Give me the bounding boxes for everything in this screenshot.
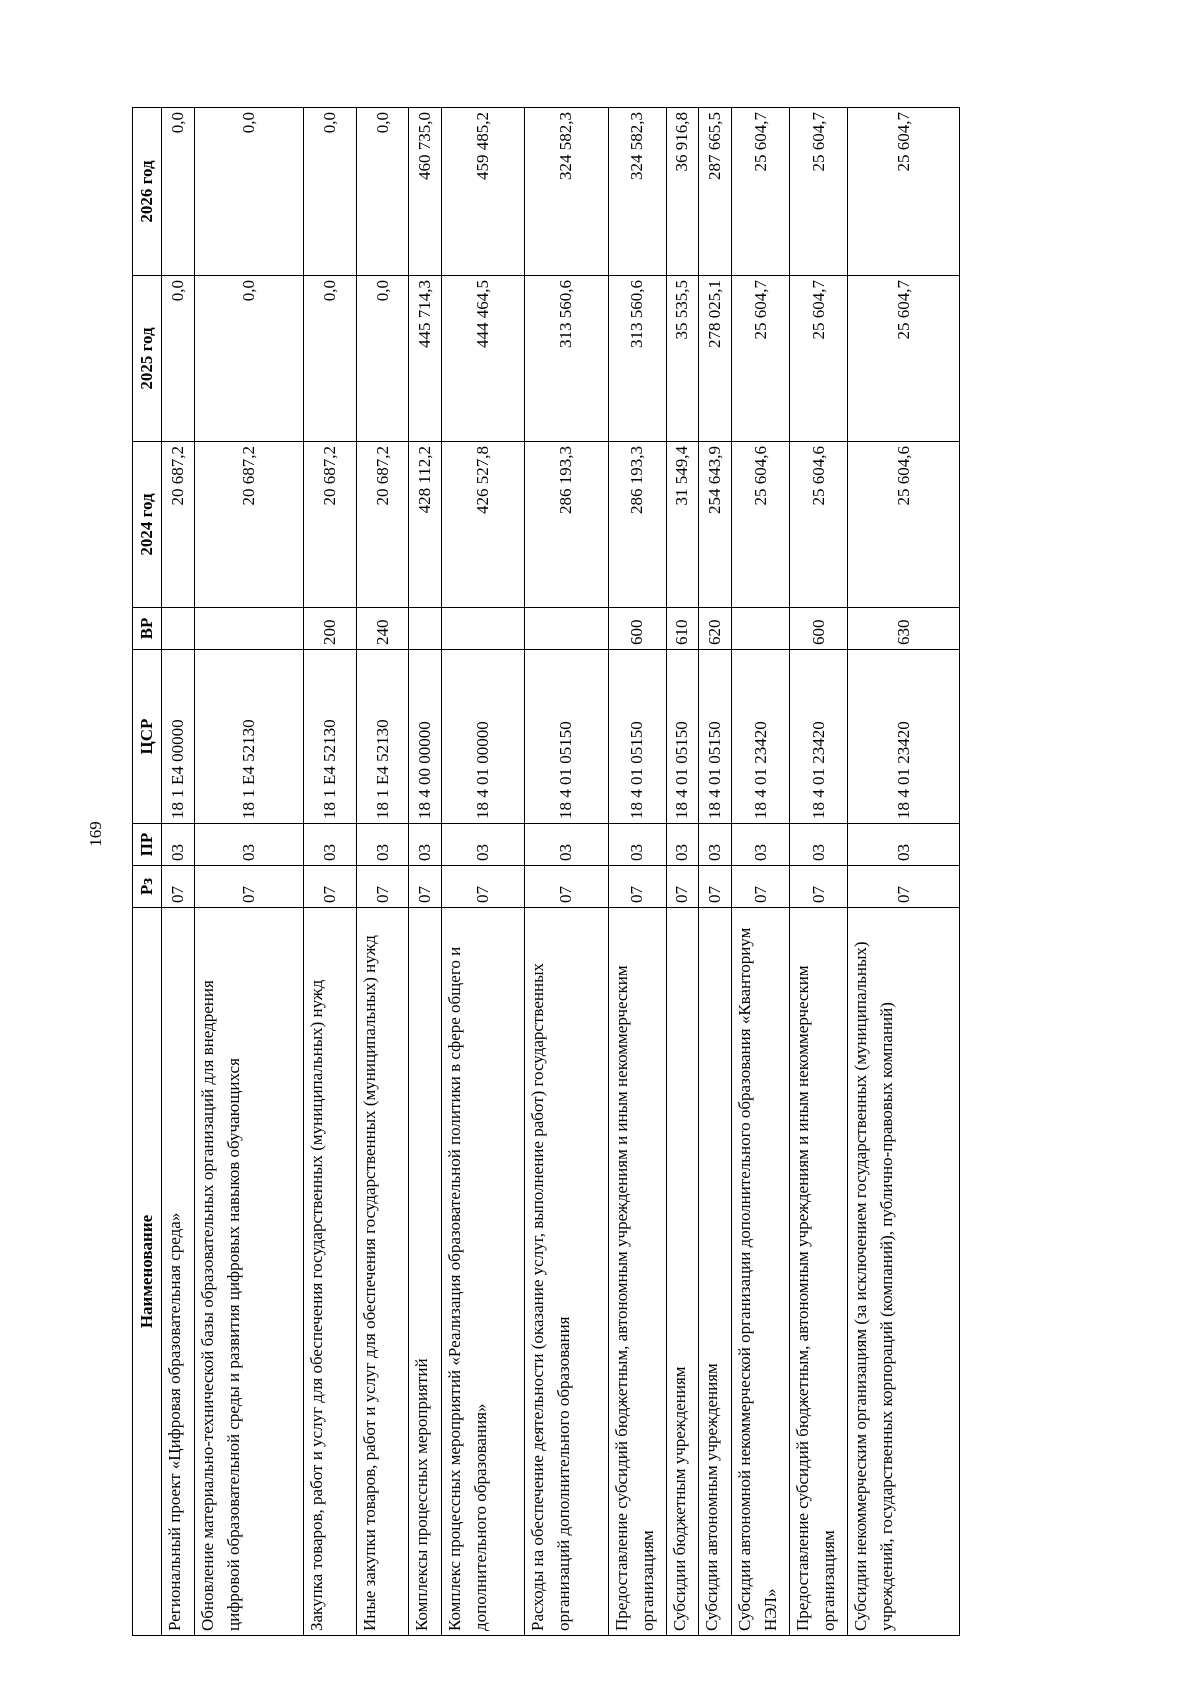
row-csr: 18 4 01 23420 — [790, 650, 848, 824]
row-name: Предоставление субсидий бюджетным, автономным учреждениям и иным некоммерческим организациям — [608, 908, 666, 1636]
row-rz: 07 — [442, 866, 525, 908]
row-rz: 07 — [666, 866, 699, 908]
row-name: Предоставление субсидий бюджетным, автономным учреждениям и иным некоммерческим организациям — [790, 908, 848, 1636]
header-2026: 2026 год — [133, 108, 162, 276]
row-name: Закупка товаров, работ и услуг для обеспечения государственных (муниципальных) нужд — [304, 908, 357, 1636]
row-csr: 18 1 Е4 52130 — [356, 650, 409, 824]
row-2026: 324 582,3 — [525, 108, 608, 276]
row-2026: 324 582,3 — [608, 108, 666, 276]
row-vr — [442, 608, 525, 650]
row-vr: 610 — [666, 608, 699, 650]
row-pr: 03 — [790, 824, 848, 866]
row-2025: 0,0 — [194, 276, 303, 442]
table-row — [608, 108, 666, 1636]
row-rz: 07 — [356, 866, 409, 908]
row-2026: 459 485,2 — [442, 108, 525, 276]
row-pr: 03 — [356, 824, 409, 866]
row-2025: 35 535,5 — [666, 276, 699, 442]
row-rz: 07 — [525, 866, 608, 908]
row-2026: 0,0 — [356, 108, 409, 276]
row-2024: 428 112,2 — [409, 442, 442, 608]
table-row — [194, 108, 303, 1636]
row-name: Комплексы процессных мероприятий — [409, 908, 442, 1636]
table-row — [525, 108, 608, 1636]
row-rz: 07 — [732, 866, 790, 908]
table-row — [666, 108, 699, 1636]
row-2026: 0,0 — [162, 108, 195, 276]
row-vr: 600 — [790, 608, 848, 650]
row-pr: 03 — [409, 824, 442, 866]
row-name: Субсидии некоммерческим организациям (за исключением государственных (муниципальных) учреждений, государственных корпораций (компаний), публично-правовых компаний) — [848, 908, 960, 1636]
row-csr: 18 4 01 05150 — [699, 650, 732, 824]
header-2024: 2024 год — [133, 442, 162, 608]
table-row — [162, 108, 195, 1636]
row-vr: 620 — [699, 608, 732, 650]
row-pr: 03 — [194, 824, 303, 866]
row-2026: 460 735,0 — [409, 108, 442, 276]
row-2025: 25 604,7 — [790, 276, 848, 442]
row-2026: 0,0 — [304, 108, 357, 276]
row-pr: 03 — [608, 824, 666, 866]
row-2024: 25 604,6 — [848, 442, 960, 608]
row-2024: 20 687,2 — [162, 442, 195, 608]
row-rz: 07 — [608, 866, 666, 908]
row-2024: 20 687,2 — [356, 442, 409, 608]
row-csr: 18 4 00 00000 — [409, 650, 442, 824]
table-header-row — [133, 108, 162, 1636]
row-csr: 18 4 01 05150 — [525, 650, 608, 824]
header-2025: 2025 год — [133, 276, 162, 442]
table-row — [848, 108, 960, 1636]
row-csr: 18 4 01 05150 — [608, 650, 666, 824]
row-2025: 313 560,6 — [525, 276, 608, 442]
row-csr: 18 4 01 00000 — [442, 650, 525, 824]
row-2025: 444 464,5 — [442, 276, 525, 442]
row-vr: 200 — [304, 608, 357, 650]
row-2024: 286 193,3 — [608, 442, 666, 608]
row-2025: 25 604,7 — [732, 276, 790, 442]
row-vr — [409, 608, 442, 650]
row-csr: 18 4 01 23420 — [848, 650, 960, 824]
header-vr: ВР — [133, 608, 162, 650]
row-2024: 20 687,2 — [194, 442, 303, 608]
row-2026: 0,0 — [194, 108, 303, 276]
row-pr: 03 — [666, 824, 699, 866]
row-2024: 254 643,9 — [699, 442, 732, 608]
table-row — [699, 108, 732, 1636]
row-2025: 445 714,3 — [409, 276, 442, 442]
row-pr: 03 — [442, 824, 525, 866]
row-rz: 07 — [162, 866, 195, 908]
row-csr: 18 1 Е4 52130 — [304, 650, 357, 824]
row-csr: 18 1 Е4 00000 — [162, 650, 195, 824]
row-rz: 07 — [304, 866, 357, 908]
row-rz: 07 — [848, 866, 960, 908]
budget-table — [132, 107, 960, 1636]
page-number: 169 — [86, 821, 105, 847]
table-row — [356, 108, 409, 1636]
row-csr: 18 4 01 23420 — [732, 650, 790, 824]
row-pr: 03 — [699, 824, 732, 866]
row-2025: 0,0 — [162, 276, 195, 442]
row-rz: 07 — [699, 866, 732, 908]
row-vr — [732, 608, 790, 650]
table-row — [732, 108, 790, 1636]
row-rz: 07 — [409, 866, 442, 908]
row-pr: 03 — [848, 824, 960, 866]
row-csr: 18 1 Е4 52130 — [194, 650, 303, 824]
row-name: Расходы на обеспечение деятельности (оказание услуг, выполнение работ) государственных организаций дополнительного образования — [525, 908, 608, 1636]
row-pr: 03 — [732, 824, 790, 866]
row-2025: 0,0 — [304, 276, 357, 442]
row-name: Комплекс процессных мероприятий «Реализация образовательной политики в сфере общего и дополнительного образования» — [442, 908, 525, 1636]
row-vr — [194, 608, 303, 650]
row-2024: 286 193,3 — [525, 442, 608, 608]
row-2024: 426 527,8 — [442, 442, 525, 608]
row-vr: 240 — [356, 608, 409, 650]
row-name: Субсидии бюджетным учреждениям — [666, 908, 699, 1636]
row-2024: 31 549,4 — [666, 442, 699, 608]
row-2024: 25 604,6 — [790, 442, 848, 608]
row-2026: 36 916,8 — [666, 108, 699, 276]
table-row — [304, 108, 357, 1636]
row-2025: 313 560,6 — [608, 276, 666, 442]
row-pr: 03 — [525, 824, 608, 866]
row-2026: 25 604,7 — [848, 108, 960, 276]
row-2026: 287 665,5 — [699, 108, 732, 276]
row-2025: 278 025,1 — [699, 276, 732, 442]
header-pr: ПР — [133, 824, 162, 866]
row-rz: 07 — [194, 866, 303, 908]
row-2026: 25 604,7 — [790, 108, 848, 276]
header-csr: ЦСР — [133, 650, 162, 824]
row-name: Субсидии автономной некоммерческой организации дополнительного образования «Кванториум НЭЛ» — [732, 908, 790, 1636]
header-name: Наименование — [133, 908, 162, 1636]
row-name: Обновление материально-технической базы образовательных организаций для внедрения цифровой образовательной среды и развития цифровых навыков обучающихся — [194, 908, 303, 1636]
row-2026: 25 604,7 — [732, 108, 790, 276]
row-vr: 630 — [848, 608, 960, 650]
rotated-page-content — [132, 108, 960, 1636]
table-row — [442, 108, 525, 1636]
table-row — [409, 108, 442, 1636]
row-csr: 18 4 01 05150 — [666, 650, 699, 824]
row-2024: 25 604,6 — [732, 442, 790, 608]
row-2025: 25 604,7 — [848, 276, 960, 442]
row-rz: 07 — [790, 866, 848, 908]
row-2024: 20 687,2 — [304, 442, 357, 608]
row-pr: 03 — [304, 824, 357, 866]
row-name: Иные закупки товаров, работ и услуг для обеспечения государственных (муниципальных) нужд — [356, 908, 409, 1636]
row-name: Региональный проект «Цифровая образовательная среда» — [162, 908, 195, 1636]
row-pr: 03 — [162, 824, 195, 866]
row-name: Субсидии автономным учреждениям — [699, 908, 732, 1636]
row-vr — [162, 608, 195, 650]
table-row — [790, 108, 848, 1636]
row-2025: 0,0 — [356, 276, 409, 442]
row-vr: 600 — [608, 608, 666, 650]
header-rz: Рз — [133, 866, 162, 908]
row-vr — [525, 608, 608, 650]
